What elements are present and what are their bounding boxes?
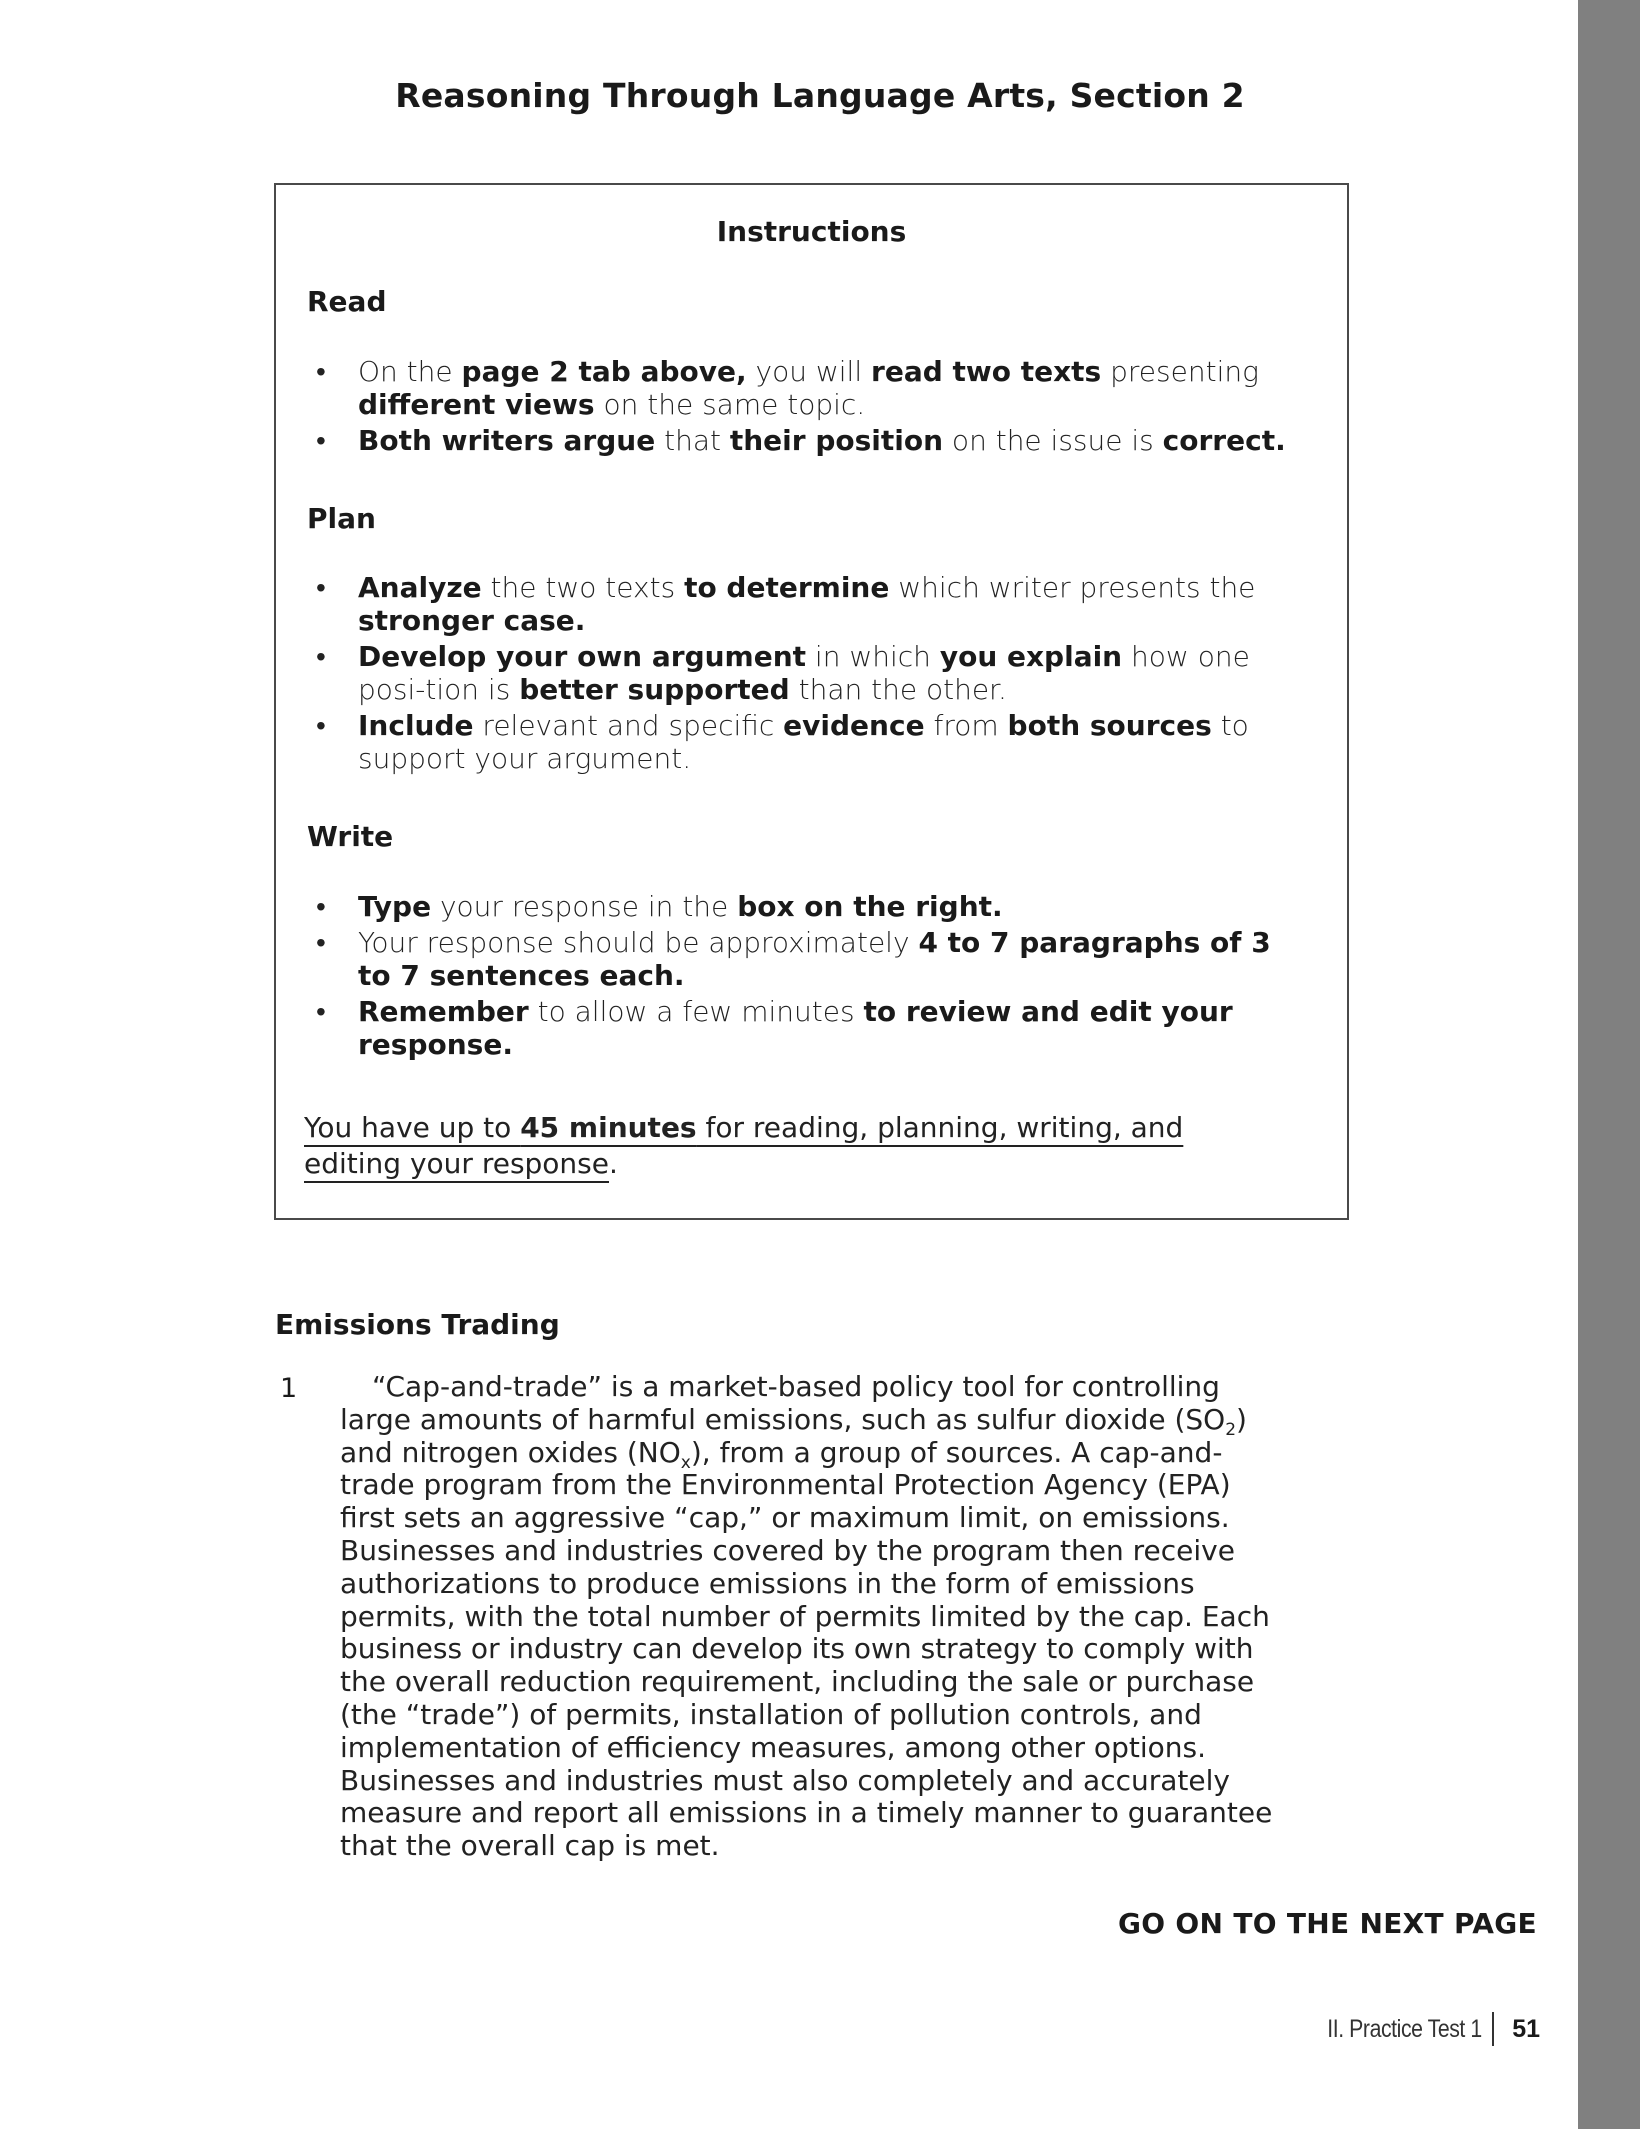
plan-label: Plan bbox=[307, 502, 376, 535]
write-bullet: • Your response should be approximately 4 to 7 paragraphs of 3 to 7 sentences each. bbox=[316, 926, 1306, 992]
passage-line: business or industry can develop its own strategy to comply with bbox=[340, 1632, 1254, 1666]
write-bullet: • Type your response in the box on the right. bbox=[316, 890, 1306, 923]
time-note-after: for reading, planning, writing, and editing your response bbox=[304, 1111, 1184, 1180]
page-edge-tab bbox=[1578, 0, 1640, 2129]
passage-line: permits, with the total number of permits limited by the cap. Each bbox=[340, 1599, 1270, 1633]
time-limit-value: 45 minutes bbox=[520, 1111, 697, 1144]
read-bullets bbox=[316, 355, 1306, 460]
passage-line: measure and report all emissions in a timely manner to guarantee bbox=[340, 1796, 1273, 1830]
go-next-page-notice: GO ON TO THE NEXT PAGE bbox=[1118, 1907, 1537, 1940]
passage-line: authorizations to produce emissions in the form of emissions bbox=[340, 1566, 1195, 1600]
passage-line: (the “trade”) of permits, installation of pollution controls, and bbox=[340, 1697, 1202, 1731]
passage-line: that the overall cap is met. bbox=[340, 1829, 720, 1863]
plan-bullet: • Develop your own argument in which you explain how one posi-tion is better supported than the other. bbox=[316, 640, 1306, 706]
passage-line: the overall reduction requirement, including the sale or purchase bbox=[340, 1665, 1255, 1699]
footer-section: II. Practice Test 1 bbox=[1327, 2014, 1483, 2043]
passage-line: trade program from the Environmental Protection Agency (EPA) bbox=[340, 1468, 1231, 1502]
plan-bullet: • Include relevant and specific evidence from both sources to support your argument. bbox=[316, 709, 1306, 775]
instructions-box bbox=[274, 183, 1349, 1220]
footer-divider bbox=[1492, 2012, 1494, 2046]
passage-line: implementation of efficiency measures, among other options. bbox=[340, 1730, 1206, 1764]
read-bullet: • On the page 2 tab above, you will read two texts presenting different views on the same topic. bbox=[316, 355, 1306, 421]
page-footer bbox=[1300, 2012, 1540, 2046]
time-note-before: You have up to bbox=[304, 1111, 521, 1144]
write-bullet: • Remember to allow a few minutes to review and edit your response. bbox=[316, 995, 1306, 1061]
passage-title: Emissions Trading bbox=[275, 1308, 560, 1341]
passage-paragraph bbox=[340, 1371, 1310, 1863]
passage-line: “Cap-and-trade” is a market-based policy tool for controlling bbox=[372, 1370, 1220, 1403]
time-limit-note: You have up to 45 minutes for reading, planning, writing, and editing your response. bbox=[304, 1111, 1184, 1180]
read-bullet: • Both writers argue that their position on the issue is correct. bbox=[316, 424, 1306, 457]
page-number: 51 bbox=[1512, 2014, 1540, 2043]
passage-line: first sets an aggressive “cap,” or maximum limit, on emissions. bbox=[340, 1501, 1230, 1535]
passage-line: Businesses and industries covered by the program then receive bbox=[340, 1533, 1235, 1567]
write-bullets bbox=[316, 890, 1306, 1064]
passage-line: Businesses and industries must also completely and accurately bbox=[340, 1763, 1230, 1797]
write-label: Write bbox=[307, 820, 394, 853]
passage-line: large amounts of harmful emissions, such as sulfur dioxide $(SO_2)$ bbox=[340, 1402, 1247, 1440]
passage-line: and nitrogen oxides $(NO_x)$, from a group of sources. A cap-and- bbox=[340, 1435, 1223, 1473]
plan-bullet: • Analyze the two texts to determine which writer presents the stronger case. bbox=[316, 571, 1306, 637]
read-label: Read bbox=[307, 285, 387, 318]
plan-bullets bbox=[316, 571, 1306, 778]
paragraph-number: 1 bbox=[280, 1373, 298, 1404]
instructions-heading: Instructions bbox=[716, 215, 907, 248]
page-title: Reasoning Through Language Arts, Section 2 bbox=[395, 76, 1245, 116]
